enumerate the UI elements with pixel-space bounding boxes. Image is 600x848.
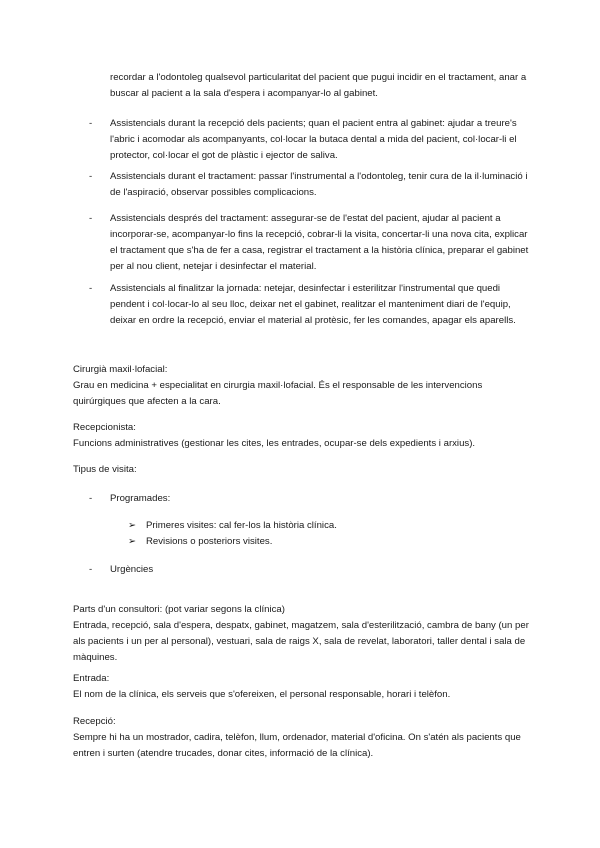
section-heading: Recepció: [73, 716, 116, 727]
subitem-text: Primeres visites: cal fer-los la història clínica. [146, 520, 337, 531]
section-heading: Recepcionista: [73, 422, 136, 433]
arrow-bullet-icon: ➢ [128, 520, 137, 531]
subitem-text: Revisions o posteriors visites. [146, 536, 273, 547]
section-body: El nom de la clínica, els serveis que s'ofereixen, el personal responsable, horari i telèfon. [73, 689, 451, 700]
section-heading: Cirurgià maxil·lofacial: [73, 364, 168, 375]
section-body: Entrada, recepció, sala d'espera, despatx, gabinet, magatzem, sala d'esterilització, cambra de bany (un per als pacients i un per al personal), vestuari, sala de raigs X, sala de revelat, laboratori, taller dental i sala de màquines. [73, 620, 529, 663]
bullet-programades: Programades: [110, 493, 171, 504]
bullet-recepcio-pacients: Assistencials durant la recepció dels pacients; quan el pacient entra al gabinet: ajudar a treure's l'abric i acomodar als acompanyants, col·locar la butaca dental a mida del pacient, col·locar-li el protector, col·locar el got de plàstic i ejector de saliva. [110, 118, 517, 161]
section-heading: Parts d'un consultori: (pot variar segons la clínica) [73, 604, 285, 615]
section-recepcio [73, 714, 533, 762]
bullet-dash: - [89, 493, 93, 504]
bullet-despres-tractament: Assistencials després del tractament: assegurar-se de l'estat del pacient, ajudar al pacient a incorporar-se, acompanyar-lo fins la recepció, cobrar-li la visita, concertar-li una nova cita, explicar el tractament que s'ha de fer a casa, registrar el tractament a la història clínica, preparar el gabinet per al nou client, netejar i desinfectar el material. [110, 213, 529, 272]
bullet-dash: - [89, 171, 93, 182]
section-body: Sempre hi ha un mostrador, cadira, telèfon, llum, ordenador, material d'oficina. On s'atén als pacients que entren i surten (atendre trucades, donar cites, informació de la clínica). [73, 732, 521, 759]
section-heading-tipus-visita: Tipus de visita: [73, 464, 137, 475]
section-entrada [73, 671, 533, 703]
section-body: Funcions administratives (gestionar les cites, les entrades, ocupar-se dels expedients i arxius). [73, 438, 476, 449]
bullet-finalitzar-jornada: Assistencials al finalitzar la jornada: netejar, desinfectar i esterilitzar l'instrumental que quedi pendent i col·locar-lo al seu lloc, deixar net el gabinet, realitzar el manteniment diari de l'equip, deixar en ordre la recepció, enviar el material al protèsic, fer les comandes, apagar els aparells. [110, 283, 516, 326]
subitem-primeres-visites [128, 518, 508, 534]
bullet-dash: - [89, 118, 93, 129]
arrow-bullet-icon: ➢ [128, 536, 137, 547]
section-parts-consultori [73, 602, 533, 666]
section-heading: Entrada: [73, 673, 110, 684]
section-body: Grau en medicina + especialitat en cirurgia maxil·lofacial. És el responsable de les intervencions quirúrgiques que afecten a la cara. [73, 380, 483, 407]
subitem-revisions [128, 534, 508, 550]
bullet-dash: - [89, 564, 93, 575]
bullet-dash: - [89, 283, 93, 294]
bullet-dash: - [89, 213, 93, 224]
section-cirurgia [73, 362, 533, 410]
bullet-durant-tractament: Assistencials durant el tractament: passar l'instrumental a l'odontoleg, tenir cura de la il·luminació i de l'aspiració, observar possibles complicacions. [110, 171, 528, 198]
section-recepcionista [73, 420, 533, 452]
bullet-urgencies: Urgències [110, 564, 154, 575]
list-continuation: recordar a l'odontoleg qualsevol particularitat del pacient que pugui incidir en el tractament, anar a buscar al pacient a la sala d'espera i acompanyar-lo al gabinet. [110, 72, 527, 99]
